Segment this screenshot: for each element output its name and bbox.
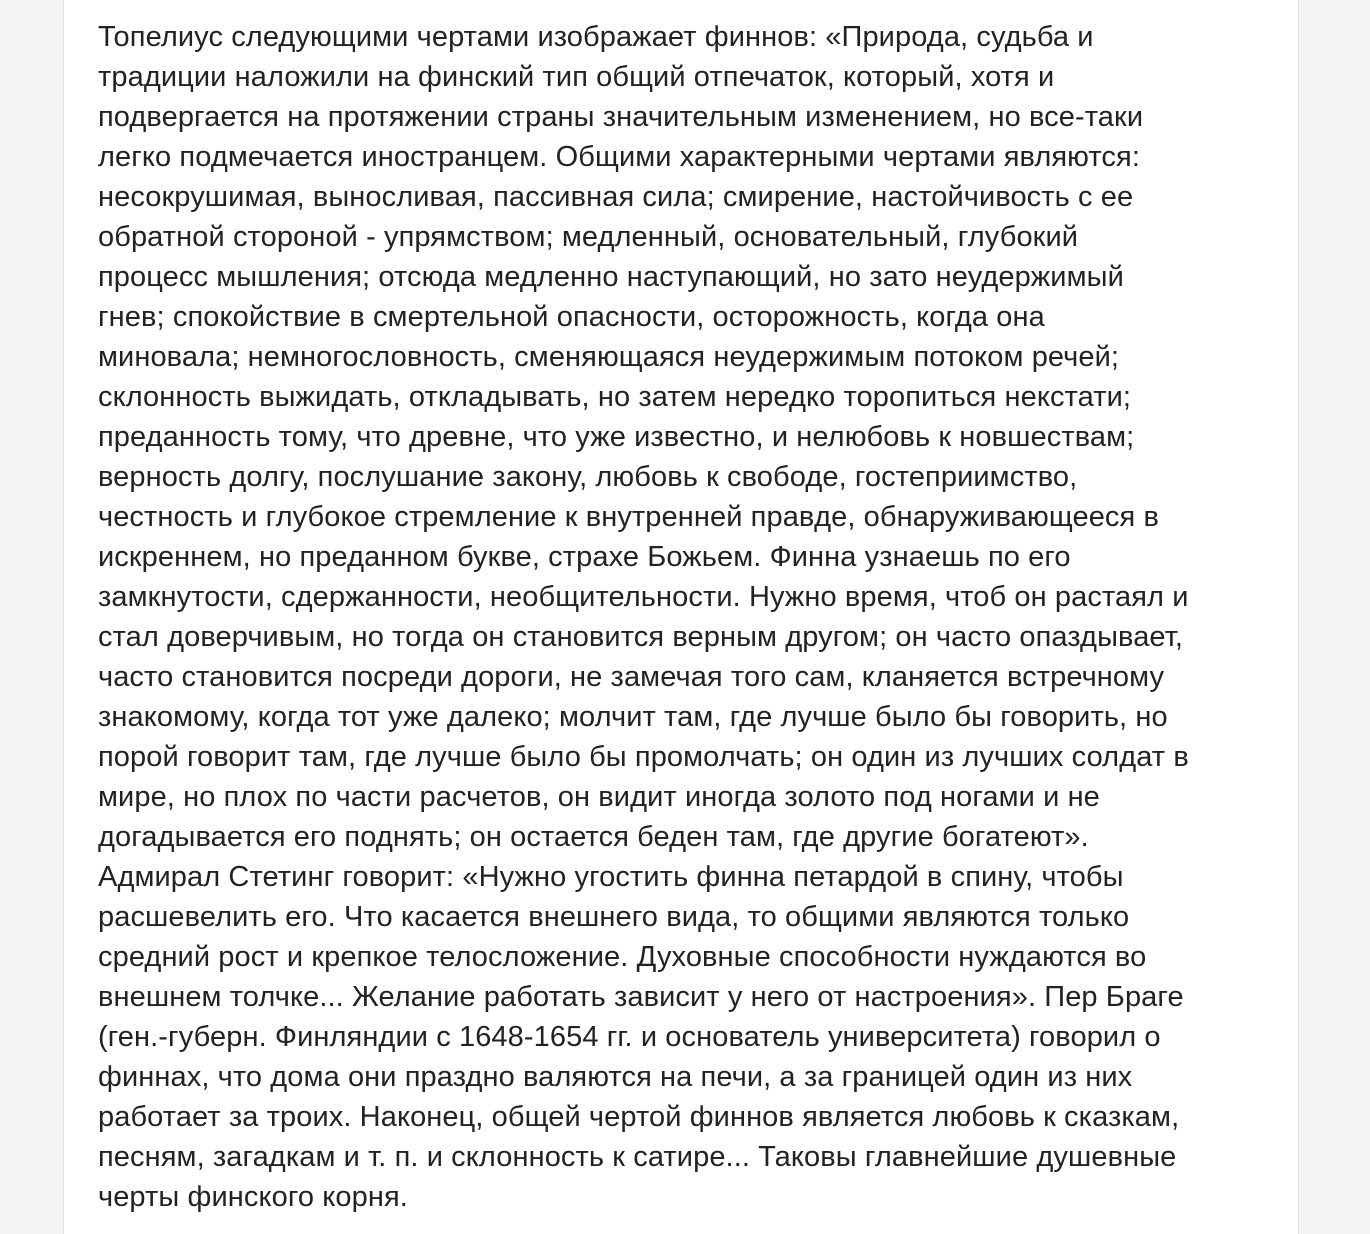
text-line-11: преданность тому, что древне, что уже известно, и нелюбовь к новшествам; [98, 421, 1135, 453]
text-line-18: знакомому, когда тот уже далеко; молчит там, где лучше было бы говорить, но [98, 701, 1168, 733]
text-line-28: работает за троих. Наконец, общей чертой финнов является любовь к сказкам, [98, 1101, 1180, 1133]
text-line-17: часто становится посреди дороги, не замечая того сам, кланяется встречному [98, 661, 1165, 693]
text-line-5: несокрушимая, выносливая, пассивная сила; смирение, настойчивость с ее [98, 181, 1134, 213]
text-line-23: расшевелить его. Что касается внешнего вида, то общими являются только [98, 901, 1130, 933]
text-line-7: процесс мышления; отсюда медленно наступающий, но зато неудержимый [98, 261, 1124, 293]
text-line-15: замкнутости, сдержанности, необщительности. Нужно время, чтоб он растаял и [98, 581, 1189, 613]
text-line-2: традиции наложили на финский тип общий отпечаток, который, хотя и [98, 61, 1055, 93]
text-line-12: верность долгу, послушание закону, любовь к свободе, гостеприимство, [98, 461, 1078, 493]
text-line-30: черты финского корня. [98, 1181, 408, 1213]
text-line-13: честность и глубокое стремление к внутренней правде, обнаруживающееся в [98, 501, 1159, 533]
text-line-24: средний рост и крепкое телосложение. Духовные способности нуждаются во [98, 941, 1147, 973]
text-line-22: Адмирал Стетинг говорит: «Нужно угостить финна петардой в спину, чтобы [98, 861, 1124, 893]
text-line-26: (ген.-губерн. Финляндии с 1648-1654 гг. и основатель университета) говорил о [98, 1021, 1161, 1053]
text-line-16: стал доверчивым, но тогда он становится верным другом; он часто опаздывает, [98, 621, 1184, 653]
text-line-8: гнев; спокойствие в смертельной опасности, осторожность, когда она [98, 301, 1045, 333]
text-line-20: мире, но плох по части расчетов, он видит иногда золото под ногами и не [98, 781, 1100, 813]
text-line-3: подвергается на протяжении страны значительным изменением, но все-таки [98, 101, 1144, 133]
article-card [63, 0, 1299, 1234]
text-line-4: легко подмечается иностранцем. Общими характерными чертами являются: [98, 141, 1140, 173]
text-line-29: песням, загадкам и т. п. и склонность к сатире... Таковы главнейшие душевные [98, 1141, 1177, 1173]
text-line-27: финнах, что дома они праздно валяются на печи, а за границей один из них [98, 1061, 1133, 1093]
article-paragraph [98, 17, 1298, 1217]
text-line-25: внешнем толчке... Желание работать зависит у него от настроения». Пер Браге [98, 981, 1184, 1013]
text-line-9: миновала; немногословность, сменяющаяся неудержимым потоком речей; [98, 341, 1120, 373]
text-line-21: догадывается его поднять; он остается беден там, где другие богатеют». [98, 821, 1089, 853]
text-line-1: Топелиус следующими чертами изображает финнов: «Природа, судьба и [98, 21, 1094, 53]
text-line-6: обратной стороной - упрямством; медленный, основательный, глубокий [98, 221, 1079, 253]
text-line-14: искреннем, но преданном букве, страхе Божьем. Финна узнаешь по его [98, 541, 1071, 573]
text-line-19: порой говорит там, где лучше было бы промолчать; он один из лучших солдат в [98, 741, 1189, 773]
text-line-10: склонность выжидать, откладывать, но затем нередко торопиться некстати; [98, 381, 1132, 413]
